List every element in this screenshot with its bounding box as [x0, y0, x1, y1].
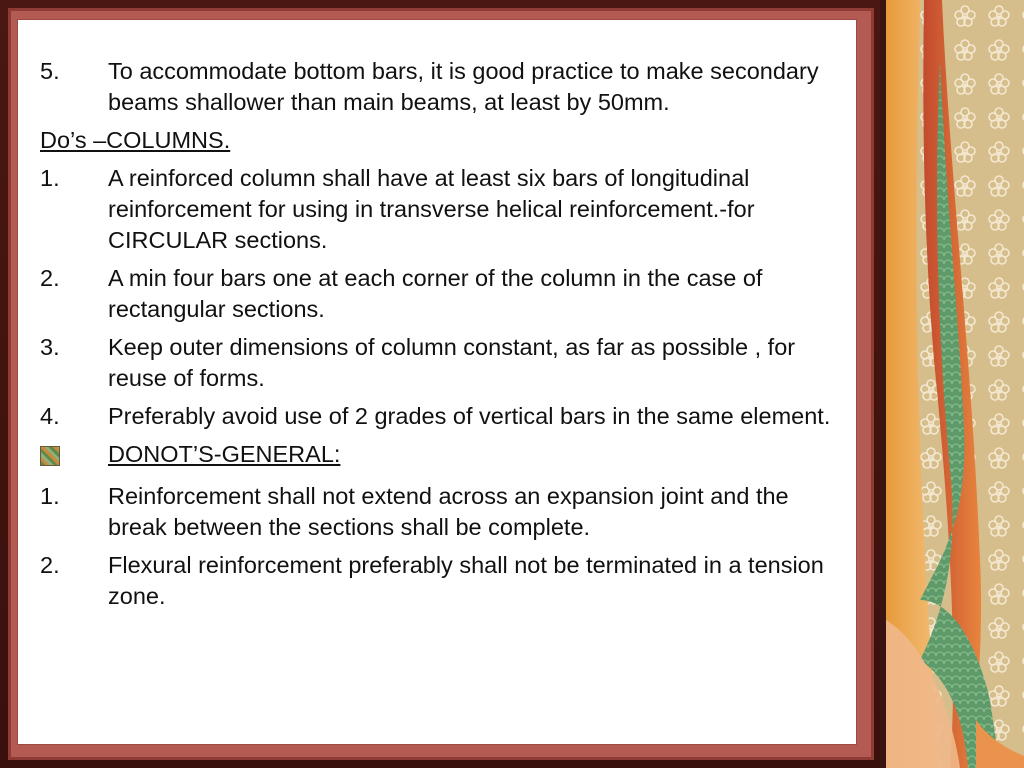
list-item — [40, 401, 840, 432]
list-number: 2. — [40, 265, 60, 291]
list-text: Keep outer dimensions of column constant, as far as possible , for reuse of forms. — [108, 334, 796, 391]
patterned-square-bullet-icon — [40, 446, 60, 466]
donts-heading: DONOT’S-GENERAL: — [108, 441, 341, 467]
list-number: 1. — [40, 483, 60, 509]
list-text: Reinforcement shall not extend across an expansion joint and the break between the sections shall be complete. — [108, 483, 789, 540]
list-number: 4. — [40, 403, 60, 429]
list-text: Flexural reinforcement preferably shall not be terminated in a tension zone. — [108, 552, 824, 609]
list-item — [40, 481, 840, 543]
list-item — [40, 163, 840, 256]
columns-heading: Do’s –COLUMNS. — [40, 127, 231, 153]
floral-ribbon-decoration — [880, 0, 1024, 768]
list-text: A reinforced column shall have at least six bars of longitudinal reinforcement for using in transverse helical reinforcement.-for CIRCULAR sections. — [108, 165, 755, 253]
list-item — [40, 263, 840, 325]
bullet-slot — [40, 439, 108, 474]
slide-text-body — [40, 56, 840, 619]
list-number: 2. — [40, 552, 60, 578]
list-text: To accommodate bottom bars, it is good practice to make secondary beams shallower than main beams, at least by 50mm. — [108, 58, 819, 115]
list-item — [40, 332, 840, 394]
decorative-art — [880, 0, 1024, 768]
list-number: 3. — [40, 334, 60, 360]
list-text: A min four bars one at each corner of the column in the case of rectangular sections. — [108, 265, 763, 322]
list-number: 1. — [40, 165, 60, 191]
list-number: 5. — [40, 58, 60, 84]
list-text: Preferably avoid use of 2 grades of vertical bars in the same element. — [108, 403, 831, 429]
list-item — [40, 550, 840, 612]
list-item — [40, 56, 840, 118]
donts-heading-row — [40, 439, 840, 474]
